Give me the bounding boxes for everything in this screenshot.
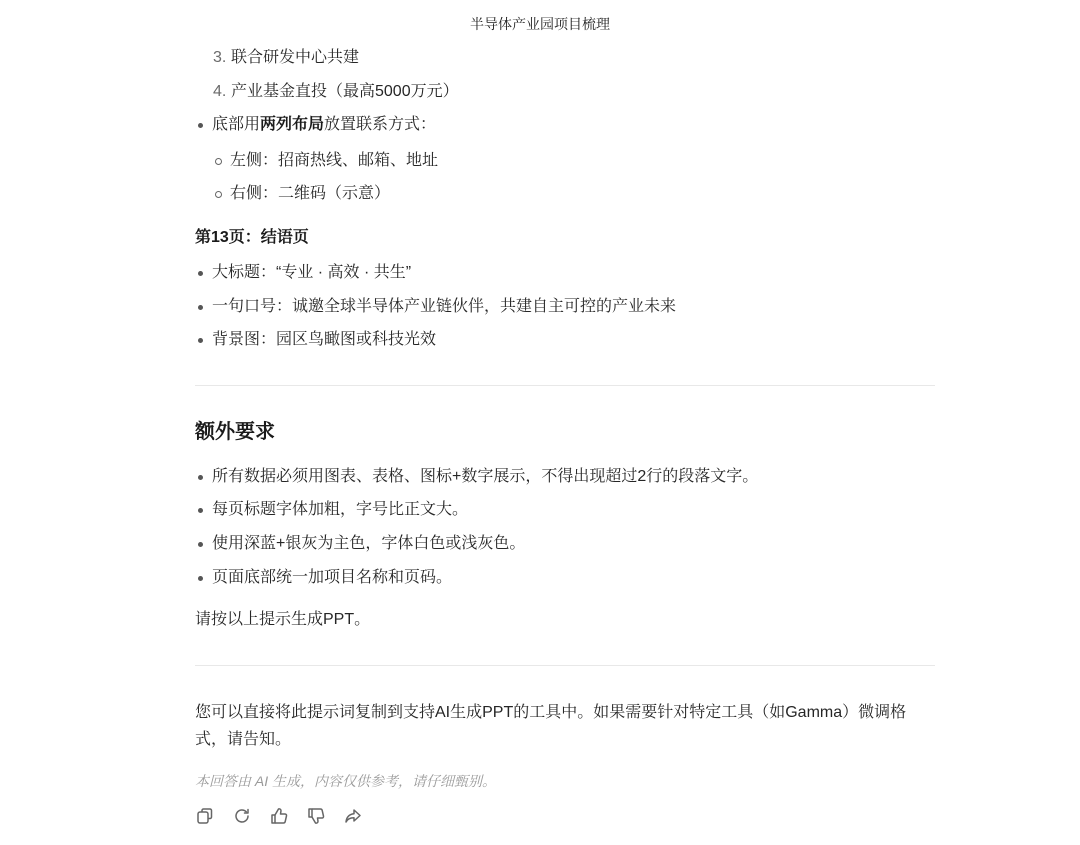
list-item-text: 产业基金直投（最高5000万元） <box>231 83 459 100</box>
bullet-icon <box>198 475 203 480</box>
thumbs-down-icon[interactable] <box>306 806 326 826</box>
list-item-text: 左侧：招商热线、邮箱、地址 <box>230 152 439 169</box>
divider <box>195 385 935 386</box>
bullet-icon <box>198 305 203 310</box>
share-icon[interactable] <box>343 806 363 826</box>
bullet-icon <box>198 508 203 513</box>
list-item-text: 页面底部统一加项目名称和页码。 <box>212 569 453 586</box>
bullet-icon <box>198 123 203 128</box>
list-item-text: 每页标题字体加粗，字号比正文大。 <box>212 501 469 518</box>
section-heading: 额外要求 <box>195 421 275 443</box>
bullet-icon <box>198 271 203 276</box>
thumbs-up-icon[interactable] <box>269 806 289 826</box>
list-item-text: 右侧：二维码（示意） <box>230 185 391 202</box>
page-title: 半导体产业园项目梳理 <box>470 16 610 32</box>
ai-disclaimer: 本回答由 AI 生成，内容仅供参考，请仔细甄别。 <box>195 773 497 789</box>
bullet-icon <box>198 542 203 547</box>
list-item-text: 背景图：园区鸟瞰图或科技光效 <box>212 331 437 348</box>
closing-text: 请按以上提示生成PPT。 <box>195 611 371 628</box>
note-paragraph: 您可以直接将此提示词复制到支持AI生成PPT的工具中。如果需要针对特定工具（如Gamma）微调格式，请告知。 <box>195 704 907 748</box>
list-item-text: 使用深蓝+银灰为主色，字体白色或浅灰色。 <box>212 535 526 552</box>
list-item-text: 一句口号：诚邀全球半导体产业链伙伴，共建自主可控的产业未来 <box>212 298 677 315</box>
list-item-text: 底部用两列布局放置联系方式： <box>212 116 437 133</box>
regenerate-icon[interactable] <box>232 806 252 826</box>
divider <box>195 665 935 666</box>
list-item-text: 联合研发中心共建 <box>231 49 360 66</box>
list-item-text: 所有数据必须用图表、表格、图标+数字展示，不得出现超过2行的段落文字。 <box>212 468 759 485</box>
bullet-icon <box>198 338 203 343</box>
list-number: 3. <box>213 49 227 66</box>
section-subheading: 第13页：结语页 <box>195 229 309 246</box>
bullet-icon <box>198 576 203 581</box>
list-item-text: 大标题：“专业 · 高效 · 共生” <box>212 264 412 281</box>
copy-icon[interactable] <box>195 806 215 826</box>
circle-bullet-icon <box>215 191 222 198</box>
circle-bullet-icon <box>215 158 222 165</box>
list-number: 4. <box>213 83 227 100</box>
